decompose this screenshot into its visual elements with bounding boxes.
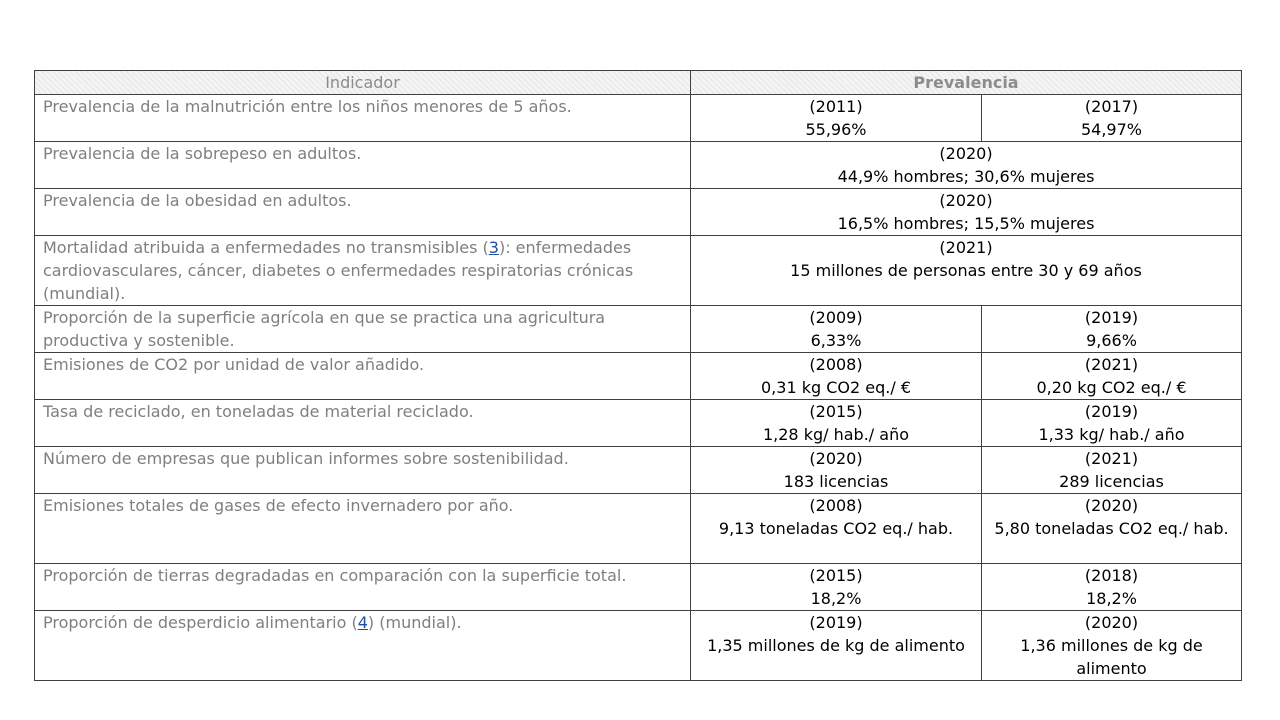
footnote-link[interactable]: 4 (357, 613, 368, 632)
indicator-cell: Proporción de la superficie agrícola en que se practica una agricultura productiva y sostenible. (35, 306, 691, 353)
header-indicador: Indicador (35, 71, 691, 95)
indicator-cell (35, 236, 691, 306)
value: 1,33 kg/ hab./ año (1038, 425, 1185, 444)
value-cell (982, 564, 1242, 611)
value: 18,2% (810, 589, 862, 608)
year: (2021) (1084, 355, 1139, 374)
value-cell (691, 306, 982, 353)
indicator-text: Mortalidad atribuida a enfermedades no transmisibles ( (43, 238, 489, 257)
year: (2008) (809, 496, 863, 515)
value: 16,5% hombres; 15,5% mujeres (837, 214, 1095, 233)
value: 18,2% (1086, 589, 1137, 608)
value-cell (982, 400, 1242, 447)
value: 55,96% (805, 120, 867, 139)
value-cell (691, 447, 982, 494)
value: 289 licencias (1059, 472, 1164, 491)
table-row (35, 189, 1242, 236)
indicators-table (34, 70, 1242, 681)
year: (2018) (1084, 566, 1139, 585)
value: 0,31 kg CO2 eq./ € (761, 378, 911, 397)
table-row (35, 95, 1242, 142)
value-cell (691, 611, 982, 681)
value: 183 licencias (783, 472, 889, 491)
value-cell (982, 95, 1242, 142)
indicator-text: ) (mundial). (367, 613, 462, 632)
value-cell (691, 95, 982, 142)
value-cell (691, 494, 982, 564)
value: 15 millones de personas entre 30 y 69 años (790, 261, 1142, 280)
indicator-cell: Emisiones totales de gases de efecto invernadero por año. (35, 494, 691, 564)
merged-value-cell (691, 236, 1242, 306)
year: (2020) (1084, 613, 1139, 632)
table-row (35, 447, 1242, 494)
header-prevalencia: Prevalencia (691, 71, 1242, 95)
year: (2020) (939, 191, 993, 210)
value: 44,9% hombres; 30,6% mujeres (837, 167, 1095, 186)
value-cell (982, 306, 1242, 353)
value: 1,35 millones de kg de alimento (707, 636, 965, 655)
value: 6,33% (810, 331, 862, 350)
value-cell (982, 353, 1242, 400)
value-cell (982, 611, 1242, 681)
table-header-row (35, 71, 1242, 95)
value-cell (691, 400, 982, 447)
merged-value-cell (691, 142, 1242, 189)
table-row (35, 400, 1242, 447)
indicator-cell: Tasa de reciclado, en toneladas de material reciclado. (35, 400, 691, 447)
value: 1,36 millones de kg de alimento (1020, 636, 1203, 678)
table-row (35, 564, 1242, 611)
indicator-cell: Prevalencia de la malnutrición entre los niños menores de 5 años. (35, 95, 691, 142)
value: 54,97% (1080, 120, 1142, 139)
table-row (35, 142, 1242, 189)
value-cell (982, 447, 1242, 494)
indicator-cell: Número de empresas que publican informes sobre sostenibilidad. (35, 447, 691, 494)
year: (2020) (809, 449, 863, 468)
indicator-cell (35, 611, 691, 681)
indicator-cell: Prevalencia de la obesidad en adultos. (35, 189, 691, 236)
table-row (35, 611, 1242, 681)
year: (2019) (809, 613, 863, 632)
indicator-text: Proporción de desperdicio alimentario ( (43, 613, 358, 632)
indicator-cell: Proporción de tierras degradadas en comparación con la superficie total. (35, 564, 691, 611)
value: 5,80 toneladas CO2 eq./ hab. (994, 519, 1229, 538)
year: (2020) (939, 144, 993, 163)
merged-value-cell (691, 189, 1242, 236)
table-row (35, 494, 1242, 564)
year: (2015) (809, 402, 863, 421)
year: (2019) (1084, 402, 1139, 421)
year: (2020) (1084, 496, 1139, 515)
value: 1,28 kg/ hab./ año (762, 425, 909, 444)
value: 0,20 kg CO2 eq./ € (1036, 378, 1187, 397)
value-cell (982, 494, 1242, 564)
table-row (35, 353, 1242, 400)
year: (2017) (1084, 97, 1139, 116)
value-cell (691, 564, 982, 611)
indicator-text: ): enfermedades cardiovasculares, cáncer, diabetes o enfermedades respiratorias crónicas (mundial). (43, 238, 634, 303)
footnote-link[interactable]: 3 (488, 238, 499, 257)
year: (2021) (1084, 449, 1139, 468)
value-cell (691, 353, 982, 400)
indicator-cell: Prevalencia de la sobrepeso en adultos. (35, 142, 691, 189)
year: (2015) (809, 566, 863, 585)
table-row (35, 236, 1242, 306)
table-row (35, 306, 1242, 353)
year: (2011) (809, 97, 863, 116)
year: (2019) (1084, 308, 1139, 327)
value: 9,66% (1086, 331, 1137, 350)
year: (2021) (939, 238, 993, 257)
value: 9,13 toneladas CO2 eq./ hab. (718, 519, 954, 538)
indicator-cell: Emisiones de CO2 por unidad de valor añadido. (35, 353, 691, 400)
year: (2009) (809, 308, 863, 327)
year: (2008) (809, 355, 863, 374)
